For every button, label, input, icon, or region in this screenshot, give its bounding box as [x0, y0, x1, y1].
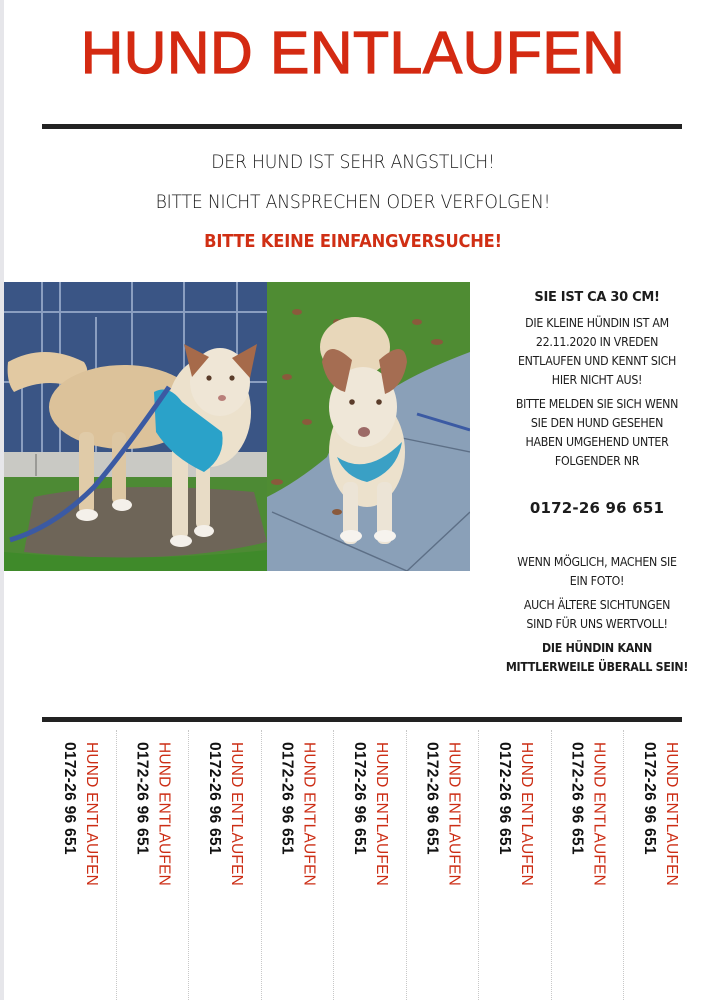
info-para-4-line-1: AUCH ÄLTERE SICHTUNGEN: [523, 598, 671, 612]
warning-line-3: BITTE KEINE EINFANGVERSUCHE!: [204, 232, 502, 252]
warning-line-2: BITTE NICHT ANSPRECHEN ODER VERFOLGEN!: [155, 192, 551, 213]
top-divider: [42, 124, 682, 129]
contact-phone-number[interactable]: 0172-26 96 651: [529, 499, 665, 517]
closing-line-1: DIE HÜNDIN KANN: [542, 641, 652, 655]
tear-off-strip[interactable]: [479, 730, 552, 1000]
tear-off-strip[interactable]: [117, 730, 190, 1000]
strip-label: HUND ENTLAUFEN: [663, 742, 680, 887]
strip-phone: 0172-26 96 651: [496, 742, 513, 855]
strip-phone: 0172-26 96 651: [423, 742, 441, 855]
strip-phone: 0172-26 96 651: [568, 742, 586, 855]
info-para-1-line-1: DIE KLEINE HÜNDIN IST AM: [525, 316, 669, 330]
info-para-2-line-1: BITTE MELDEN SIE SICH WENN: [515, 397, 679, 411]
tear-off-strips: [44, 730, 689, 1000]
dog-photo-side-view: [4, 282, 267, 571]
strip-label: HUND ENTLAUFEN: [300, 742, 318, 887]
size-headline: SIE IST CA 30 CM!: [534, 290, 660, 305]
tear-off-strip[interactable]: [189, 730, 262, 1000]
closing-line-2: MITTLERWEILE ÜBERALL SEIN!: [505, 660, 689, 674]
info-para-2-line-2: SIE DEN HUND GESEHEN: [530, 416, 664, 430]
info-para-2-line-3: HABEN UMGEHEND UNTER: [525, 435, 669, 449]
tear-off-strip[interactable]: [552, 730, 625, 1000]
info-para-3-line-1: WENN MÖGLICH, MACHEN SIE: [517, 555, 677, 569]
tear-off-strip[interactable]: [624, 730, 697, 1000]
strip-label: HUND ENTLAUFEN: [445, 742, 463, 887]
strip-label: HUND ENTLAUFEN: [83, 742, 100, 887]
info-para-1-line-3: ENTLAUFEN UND KENNT SICH: [517, 354, 677, 368]
info-para-4-line-2: SIND FÜR UNS WERTVOLL!: [526, 617, 668, 631]
warning-line-1: DER HUND IST SEHR ÄNGSTLICH!: [211, 152, 495, 173]
dog-photo-front-view: [267, 282, 470, 571]
strip-phone: 0172-26 96 651: [641, 742, 658, 855]
tear-off-strip[interactable]: [262, 730, 335, 1000]
strip-phone: 0172-26 96 651: [61, 742, 78, 855]
info-column: [492, 288, 702, 677]
tear-off-strip[interactable]: [334, 730, 407, 1000]
info-para-1-line-2: 22.11.2020 IN VREDEN: [535, 335, 659, 349]
strip-label: HUND ENTLAUFEN: [590, 742, 608, 887]
tear-off-strip[interactable]: [407, 730, 480, 1000]
dog-photo-image: [267, 282, 470, 571]
strip-phone: 0172-26 96 651: [351, 742, 368, 855]
strip-phone: 0172-26 96 651: [133, 742, 151, 855]
dog-photo-image: [4, 282, 267, 571]
strip-phone: 0172-26 96 651: [206, 742, 223, 855]
info-para-1-line-4: HIER NICHT AUS!: [551, 373, 643, 387]
bottom-divider: [42, 717, 682, 722]
strip-label: HUND ENTLAUFEN: [373, 742, 390, 887]
strip-label: HUND ENTLAUFEN: [228, 742, 245, 887]
flyer-title: HUND ENTLAUFEN: [80, 20, 626, 86]
strip-label: HUND ENTLAUFEN: [155, 742, 173, 887]
info-para-3-line-2: EIN FOTO!: [569, 574, 625, 588]
tear-off-strip[interactable]: [44, 730, 117, 1000]
strip-label: HUND ENTLAUFEN: [518, 742, 535, 887]
strip-phone: 0172-26 96 651: [278, 742, 296, 855]
info-para-2-line-4: FOLGENDER NR: [554, 454, 640, 468]
